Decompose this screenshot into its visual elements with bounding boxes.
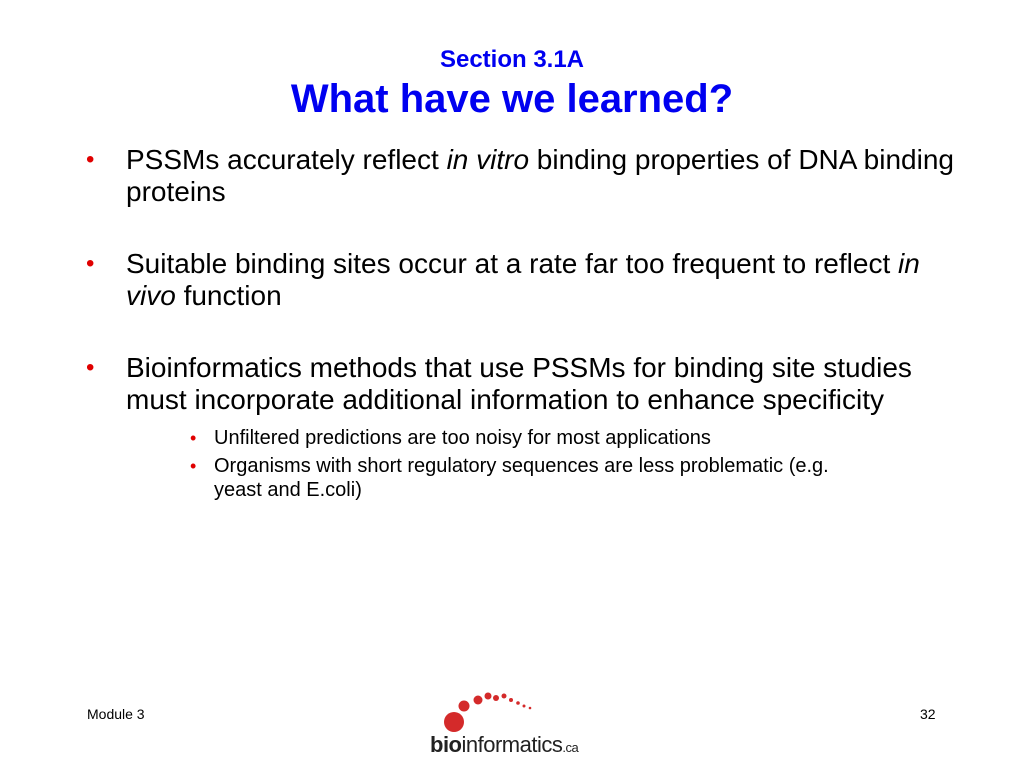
logo-dots-icon <box>430 686 590 736</box>
bullet-dot-icon: • <box>86 250 95 277</box>
section-label: Section 3.1A <box>439 46 585 73</box>
footer-page-number: 32 <box>920 706 936 722</box>
bullet-item <box>86 248 966 312</box>
bullet-text <box>126 352 912 415</box>
logo-wordmark <box>430 732 578 758</box>
bullet-dot-icon: • <box>86 146 95 173</box>
bullet-text-part: binding properties of DNA binding proteins <box>126 144 954 207</box>
sub-bullet-text: Organisms with short regulatory sequences are less problematic (e.g. yeast and E.coli) <box>214 455 829 501</box>
bullet-text-part: PSSMs accurately reflect <box>126 144 447 175</box>
page-title: What have we learned? <box>290 77 734 121</box>
bullet-text-italic: in vivo <box>126 248 920 311</box>
sub-bullet-dot-icon: • <box>190 456 197 476</box>
bullet-text-italic: in vitro <box>446 144 530 175</box>
sub-bullet-list <box>190 426 870 502</box>
sub-bullet-text: Unfiltered predictions are too noisy for most applications <box>214 427 711 449</box>
bullet-dot-icon: • <box>86 354 95 381</box>
bullet-text <box>126 144 954 207</box>
bullet-text-part: Suitable binding sites occur at a rate far too frequent to reflect <box>126 248 898 279</box>
logo-text-bold: bio <box>430 732 462 757</box>
bullet-list <box>86 144 966 502</box>
slide-header <box>0 44 1024 122</box>
sub-bullet-dot-icon: • <box>190 428 197 448</box>
logo-text-suffix: .ca <box>562 740 579 755</box>
bullet-item <box>86 352 966 502</box>
bullet-text-part: function <box>175 280 282 311</box>
bullet-item <box>86 144 966 208</box>
bullet-text-part: Bioinformatics methods that use PSSMs for binding site studies must incorporate additional information to enhance specificity <box>126 352 912 415</box>
logo-text-regular: informatics <box>461 732 563 757</box>
sub-bullet-item <box>190 426 870 450</box>
sub-bullet-item <box>190 454 870 502</box>
bullet-text <box>126 248 920 311</box>
footer-module-label: Module 3 <box>87 706 145 722</box>
slide-content <box>86 144 966 542</box>
bioinformatics-logo <box>430 686 590 762</box>
